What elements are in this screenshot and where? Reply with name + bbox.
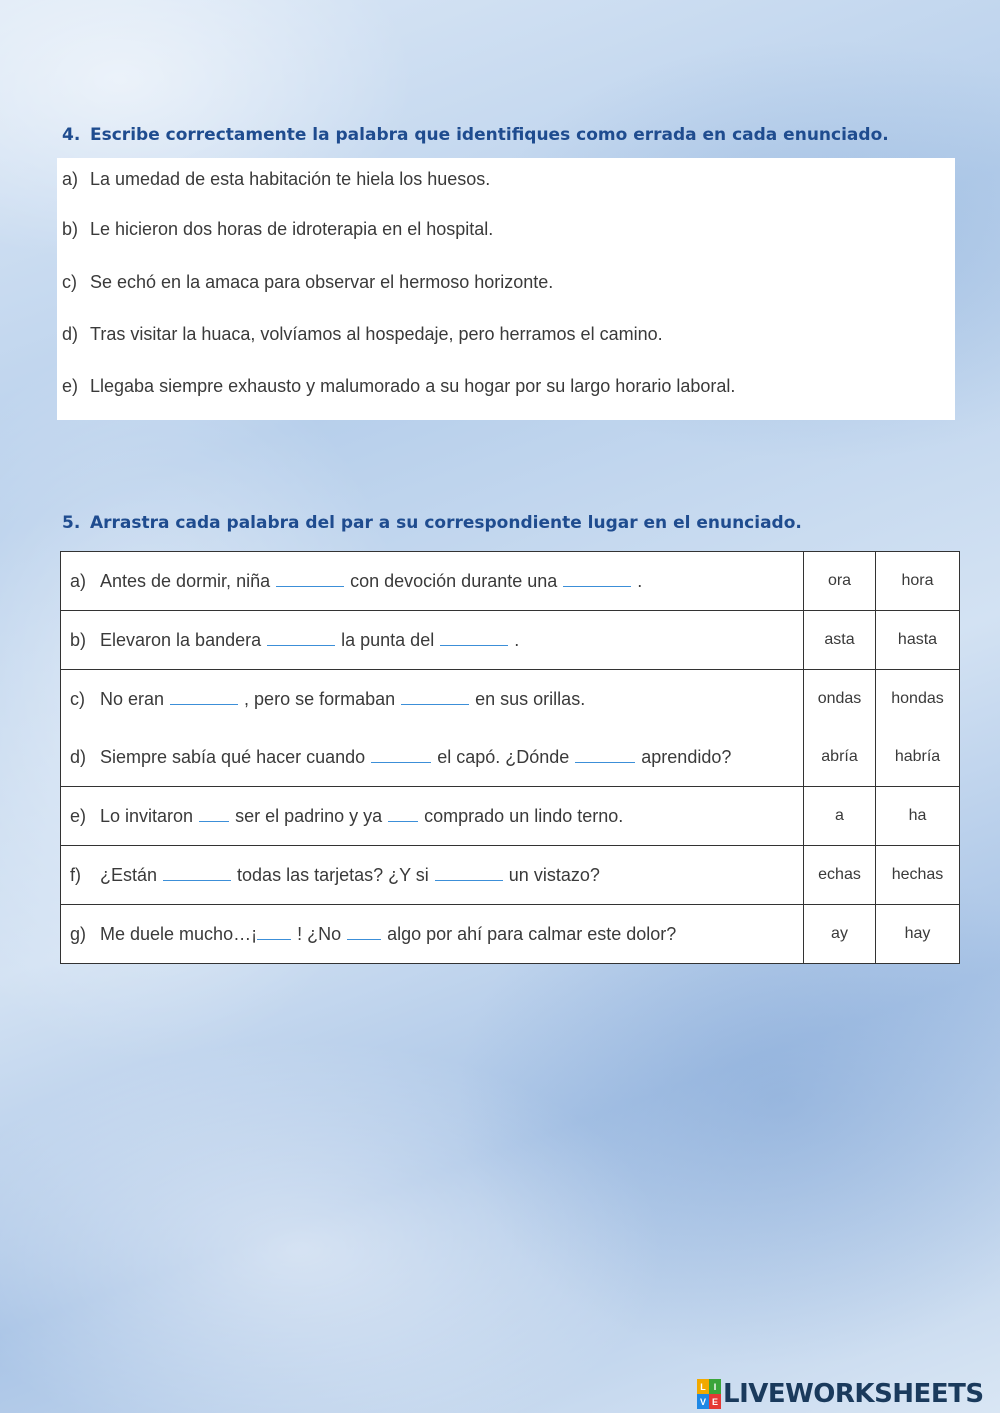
- draggable-word[interactable]: ha: [876, 787, 960, 846]
- liveworksheets-logo[interactable]: [697, 1376, 984, 1412]
- sentence-cell: [61, 670, 804, 729]
- sentence-part: todas las tarjetas? ¿Y si: [237, 864, 429, 885]
- brand-text: LIVEWORKSHEETS: [723, 1379, 984, 1409]
- logo-letter: V: [697, 1394, 709, 1409]
- drop-blank[interactable]: [170, 690, 238, 705]
- sentence-cell: [61, 728, 804, 787]
- item-label: a): [62, 169, 79, 189]
- item-text: Llegaba siempre exhausto y malumorado a su hogar por su largo horario laboral.: [90, 376, 736, 396]
- logo-letter: L: [697, 1379, 709, 1394]
- sentence-part: ¿Están: [100, 864, 158, 885]
- draggable-word[interactable]: habría: [876, 728, 960, 787]
- draggable-word[interactable]: hechas: [876, 846, 960, 905]
- row-label: e): [70, 805, 87, 826]
- item-label: e): [62, 376, 79, 396]
- drop-blank[interactable]: [371, 748, 431, 763]
- drop-blank[interactable]: [163, 866, 231, 881]
- draggable-word[interactable]: abría: [804, 728, 876, 787]
- item-label: d): [62, 324, 79, 344]
- draggable-word[interactable]: a: [804, 787, 876, 846]
- item-label: b): [62, 219, 79, 239]
- sentence-part: Antes de dormir, niña: [100, 570, 271, 591]
- drop-blank[interactable]: [440, 631, 508, 646]
- sentence-part: Me duele mucho…¡: [100, 923, 258, 944]
- table-row: [61, 611, 960, 670]
- section-5-number: 5.: [62, 513, 81, 533]
- drop-blank[interactable]: [435, 866, 503, 881]
- sentence-part: , pero se formaban: [244, 688, 396, 709]
- item-label: c): [62, 272, 77, 292]
- row-label: a): [70, 570, 87, 591]
- sentence-part: ser el padrino y ya: [235, 805, 383, 826]
- row-label: b): [70, 629, 87, 650]
- item-text: La umedad de esta habitación te hiela los huesos.: [90, 169, 491, 189]
- sentence-part: con devoción durante una: [350, 570, 558, 591]
- draggable-word[interactable]: ondas: [804, 670, 876, 729]
- drop-blank[interactable]: [388, 807, 418, 822]
- drop-blank[interactable]: [257, 925, 291, 940]
- table-row: [61, 905, 960, 964]
- sentence-part: ! ¿No: [297, 923, 342, 944]
- sentence-part: algo por ahí para calmar este dolor?: [387, 923, 677, 944]
- item-text: Tras visitar la huaca, volvíamos al hospedaje, pero herramos el camino.: [90, 324, 663, 344]
- table-row: [61, 728, 960, 787]
- sentence-part: Siempre sabía qué hacer cuando: [100, 746, 366, 767]
- brand-logo-icon: [697, 1379, 721, 1409]
- list-item: [62, 219, 493, 240]
- word-pair-table: [60, 551, 960, 964]
- sentence-part: comprado un lindo terno.: [424, 805, 624, 826]
- section-4-title: [62, 125, 889, 145]
- sentence-part: en sus orillas.: [475, 688, 586, 709]
- section-4-instruction: Escribe correctamente la palabra que identifiques como errada en cada enunciado.: [90, 125, 889, 145]
- sentence-part: la punta del: [341, 629, 435, 650]
- draggable-word[interactable]: hondas: [876, 670, 960, 729]
- table-row: [61, 670, 960, 729]
- drop-blank[interactable]: [199, 807, 229, 822]
- drop-blank[interactable]: [563, 572, 631, 587]
- drop-blank[interactable]: [347, 925, 381, 940]
- table-row: [61, 846, 960, 905]
- sentence-cell: [61, 846, 804, 905]
- draggable-word[interactable]: hasta: [876, 611, 960, 670]
- list-item: [62, 376, 735, 397]
- sentence-part: Lo invitaron: [100, 805, 194, 826]
- item-text: Se echó en la amaca para observar el hermoso horizonte.: [90, 272, 554, 292]
- table-row: [61, 552, 960, 611]
- item-text: Le hicieron dos horas de idroterapia en el hospital.: [90, 219, 494, 239]
- list-item: [62, 272, 553, 293]
- logo-letter: E: [709, 1394, 721, 1409]
- section-5-title: [62, 513, 802, 533]
- sentence-part: aprendido?: [641, 746, 732, 767]
- draggable-word[interactable]: echas: [804, 846, 876, 905]
- section-4-panel: [57, 158, 955, 420]
- row-label: c): [70, 688, 85, 709]
- sentence-part: .: [637, 570, 643, 591]
- sentence-part: el capó. ¿Dónde: [437, 746, 570, 767]
- section-5-instruction: Arrastra cada palabra del par a su correspondiente lugar en el enunciado.: [90, 513, 802, 533]
- sentence-part: No eran: [100, 688, 165, 709]
- list-item: [62, 169, 490, 190]
- row-label: f): [70, 864, 81, 885]
- section-4-number: 4.: [62, 125, 81, 145]
- logo-letter: I: [709, 1379, 721, 1394]
- draggable-word[interactable]: hora: [876, 552, 960, 611]
- sentence-cell: [61, 611, 804, 670]
- draggable-word[interactable]: ora: [804, 552, 876, 611]
- row-label: g): [70, 923, 87, 944]
- draggable-word[interactable]: asta: [804, 611, 876, 670]
- drop-blank[interactable]: [276, 572, 344, 587]
- row-label: d): [70, 746, 87, 767]
- table-row: [61, 787, 960, 846]
- sentence-part: un vistazo?: [508, 864, 600, 885]
- sentence-part: Elevaron la bandera: [100, 629, 262, 650]
- draggable-word[interactable]: ay: [804, 905, 876, 964]
- list-item: [62, 324, 663, 345]
- drop-blank[interactable]: [267, 631, 335, 646]
- drop-blank[interactable]: [401, 690, 469, 705]
- sentence-cell: [61, 552, 804, 611]
- sentence-cell: [61, 905, 804, 964]
- sentence-cell: [61, 787, 804, 846]
- sentence-part: .: [514, 629, 520, 650]
- draggable-word[interactable]: hay: [876, 905, 960, 964]
- drop-blank[interactable]: [575, 748, 635, 763]
